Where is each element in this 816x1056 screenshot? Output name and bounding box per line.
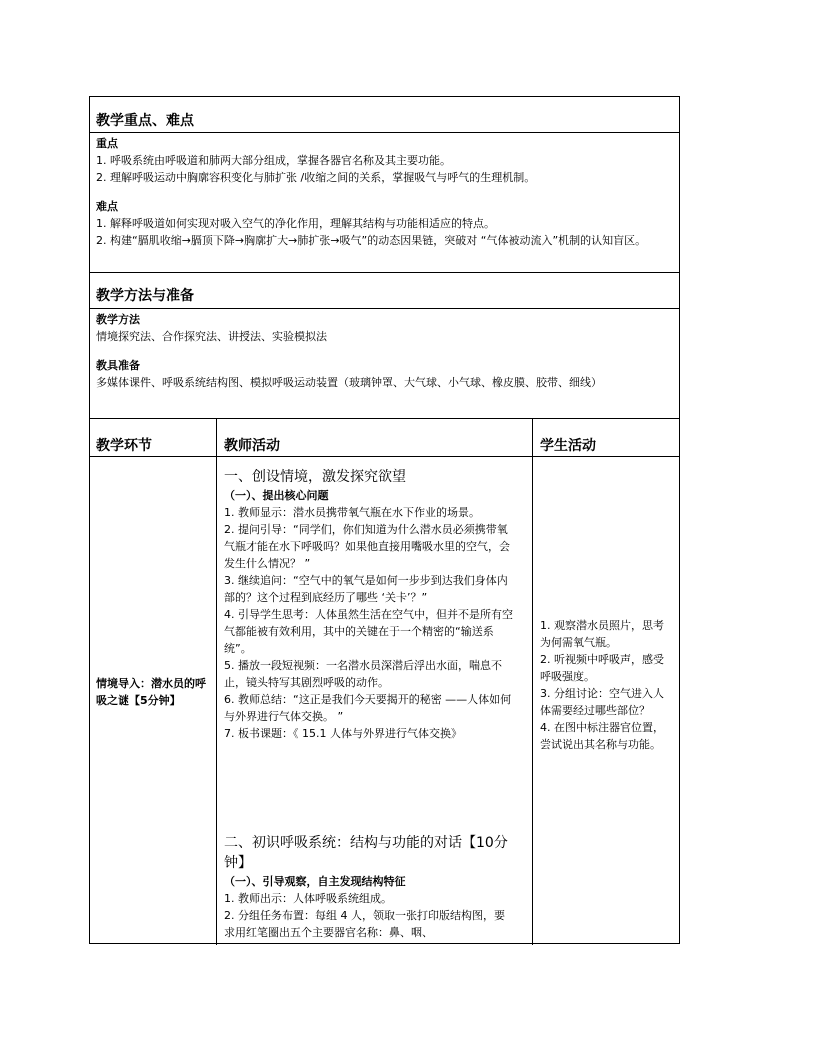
part1-item: 7. 板书课题：《 15.1 人体与外界进行气体交换》 (224, 727, 462, 740)
focus-section-title: 教学重点、难点 (90, 109, 679, 133)
column-divider (532, 419, 533, 945)
key-point-item: 1. 呼吸系统由呼吸道和肺两大部分组成，掌握各器官名称及其主要功能。 (96, 154, 451, 167)
method-section-body (90, 309, 679, 419)
difficult-point-item: 2. 构建“膈肌收缩→膈顶下降→胸廓扩大→肺扩张→吸气”的动态因果链，突破对 “气体被动流入”机制的认知盲区。 (96, 234, 647, 247)
key-points-label: 重点 (96, 137, 118, 150)
student-item: 4. 在图中标注器官位置，尝试说出其名称与功能。 (540, 721, 664, 751)
part2-item: 1. 教师出示：人体呼吸系统组成。 (224, 892, 392, 905)
column-header-teacher: 教师活动 (224, 438, 280, 454)
student-activity-cell (540, 617, 668, 753)
method-section-title: 教学方法与准备 (90, 273, 679, 309)
tools-label: 教具准备 (96, 359, 140, 372)
part2-title: 二、初识呼吸系统：结构与功能的对话【10分钟】 (224, 835, 508, 871)
difficult-points-label: 难点 (96, 200, 118, 213)
header-divider (90, 456, 679, 457)
teacher-activity-cell (224, 467, 514, 742)
focus-section-body (90, 133, 679, 273)
teacher-activity-part2 (224, 833, 514, 941)
student-item: 1. 观察潜水员照片，思考为何需氧气瓶。 (540, 619, 664, 649)
part1-title: 一、创设情境，激发探究欲望 (224, 469, 406, 485)
part2-subtitle: （一）、引导观察，自主发现结构特征 (224, 875, 406, 888)
stage-cell: 情境导入：潜水员的呼吸之谜【5分钟】 (96, 677, 206, 707)
column-header-stage: 教学环节 (96, 438, 152, 454)
method-label: 教学方法 (96, 313, 140, 326)
part1-item: 1. 教师显示：潜水员携带氧气瓶在水下作业的场景。 (224, 506, 480, 519)
difficult-point-item: 1. 解释呼吸道如何实现对吸入空气的净化作用，理解其结构与功能相适应的特点。 (96, 217, 495, 230)
column-divider (216, 419, 217, 945)
part2-item: 2. 分组任务布置：每组 4 人，领取一张打印版结构图，要求用红笔圈出五个主要器官名称：鼻、咽、 (224, 909, 505, 939)
part1-item: 3. 继续追问：“空气中的氧气是如何一步步到达我们身体内部的？这个过程到底经历了哪些 ‘关卡’？” (224, 574, 508, 604)
column-header-student: 学生活动 (540, 438, 596, 454)
student-item: 2. 听视频中呼吸声，感受呼吸强度。 (540, 653, 664, 683)
part1-item: 5. 播放一段短视频：一名潜水员深潜后浮出水面，喘息不止，镜头特写其剧烈呼吸的动作。 (224, 659, 502, 689)
method-text: 情境探究法、合作探究法、讲授法、实验模拟法 (96, 330, 327, 343)
tools-text: 多媒体课件、呼吸系统结构图、模拟呼吸运动装置（玻璃钟罩、大气球、小气球、橡皮膜、胶带、细线） (96, 376, 602, 389)
part1-item: 2. 提问引导：“同学们，你们知道为什么潜水员必须携带氧气瓶才能在水下呼吸吗？如果他直接用嘴吸水里的空气，会发生什么情况？ ” (224, 523, 510, 570)
lesson-plan-page (89, 96, 680, 944)
part1-subtitle: （一）、提出核心问题 (224, 489, 329, 502)
key-point-item: 2. 理解呼吸运动中胸廓容积变化与肺扩张 /收缩之间的关系，掌握吸气与呼气的生理机制。 (96, 171, 536, 184)
part1-item: 4. 引导学生思考：人体虽然生活在空气中，但并不是所有空气都能被有效利用，其中的关键在于一个精密的“输送系统”。 (224, 608, 513, 655)
part1-item: 6. 教师总结：“这正是我们今天要揭开的秘密 ——人体如何与外界进行气体交换。 ” (224, 693, 512, 723)
student-item: 3. 分组讨论：空气进入人体需要经过哪些部位？ (540, 687, 664, 717)
